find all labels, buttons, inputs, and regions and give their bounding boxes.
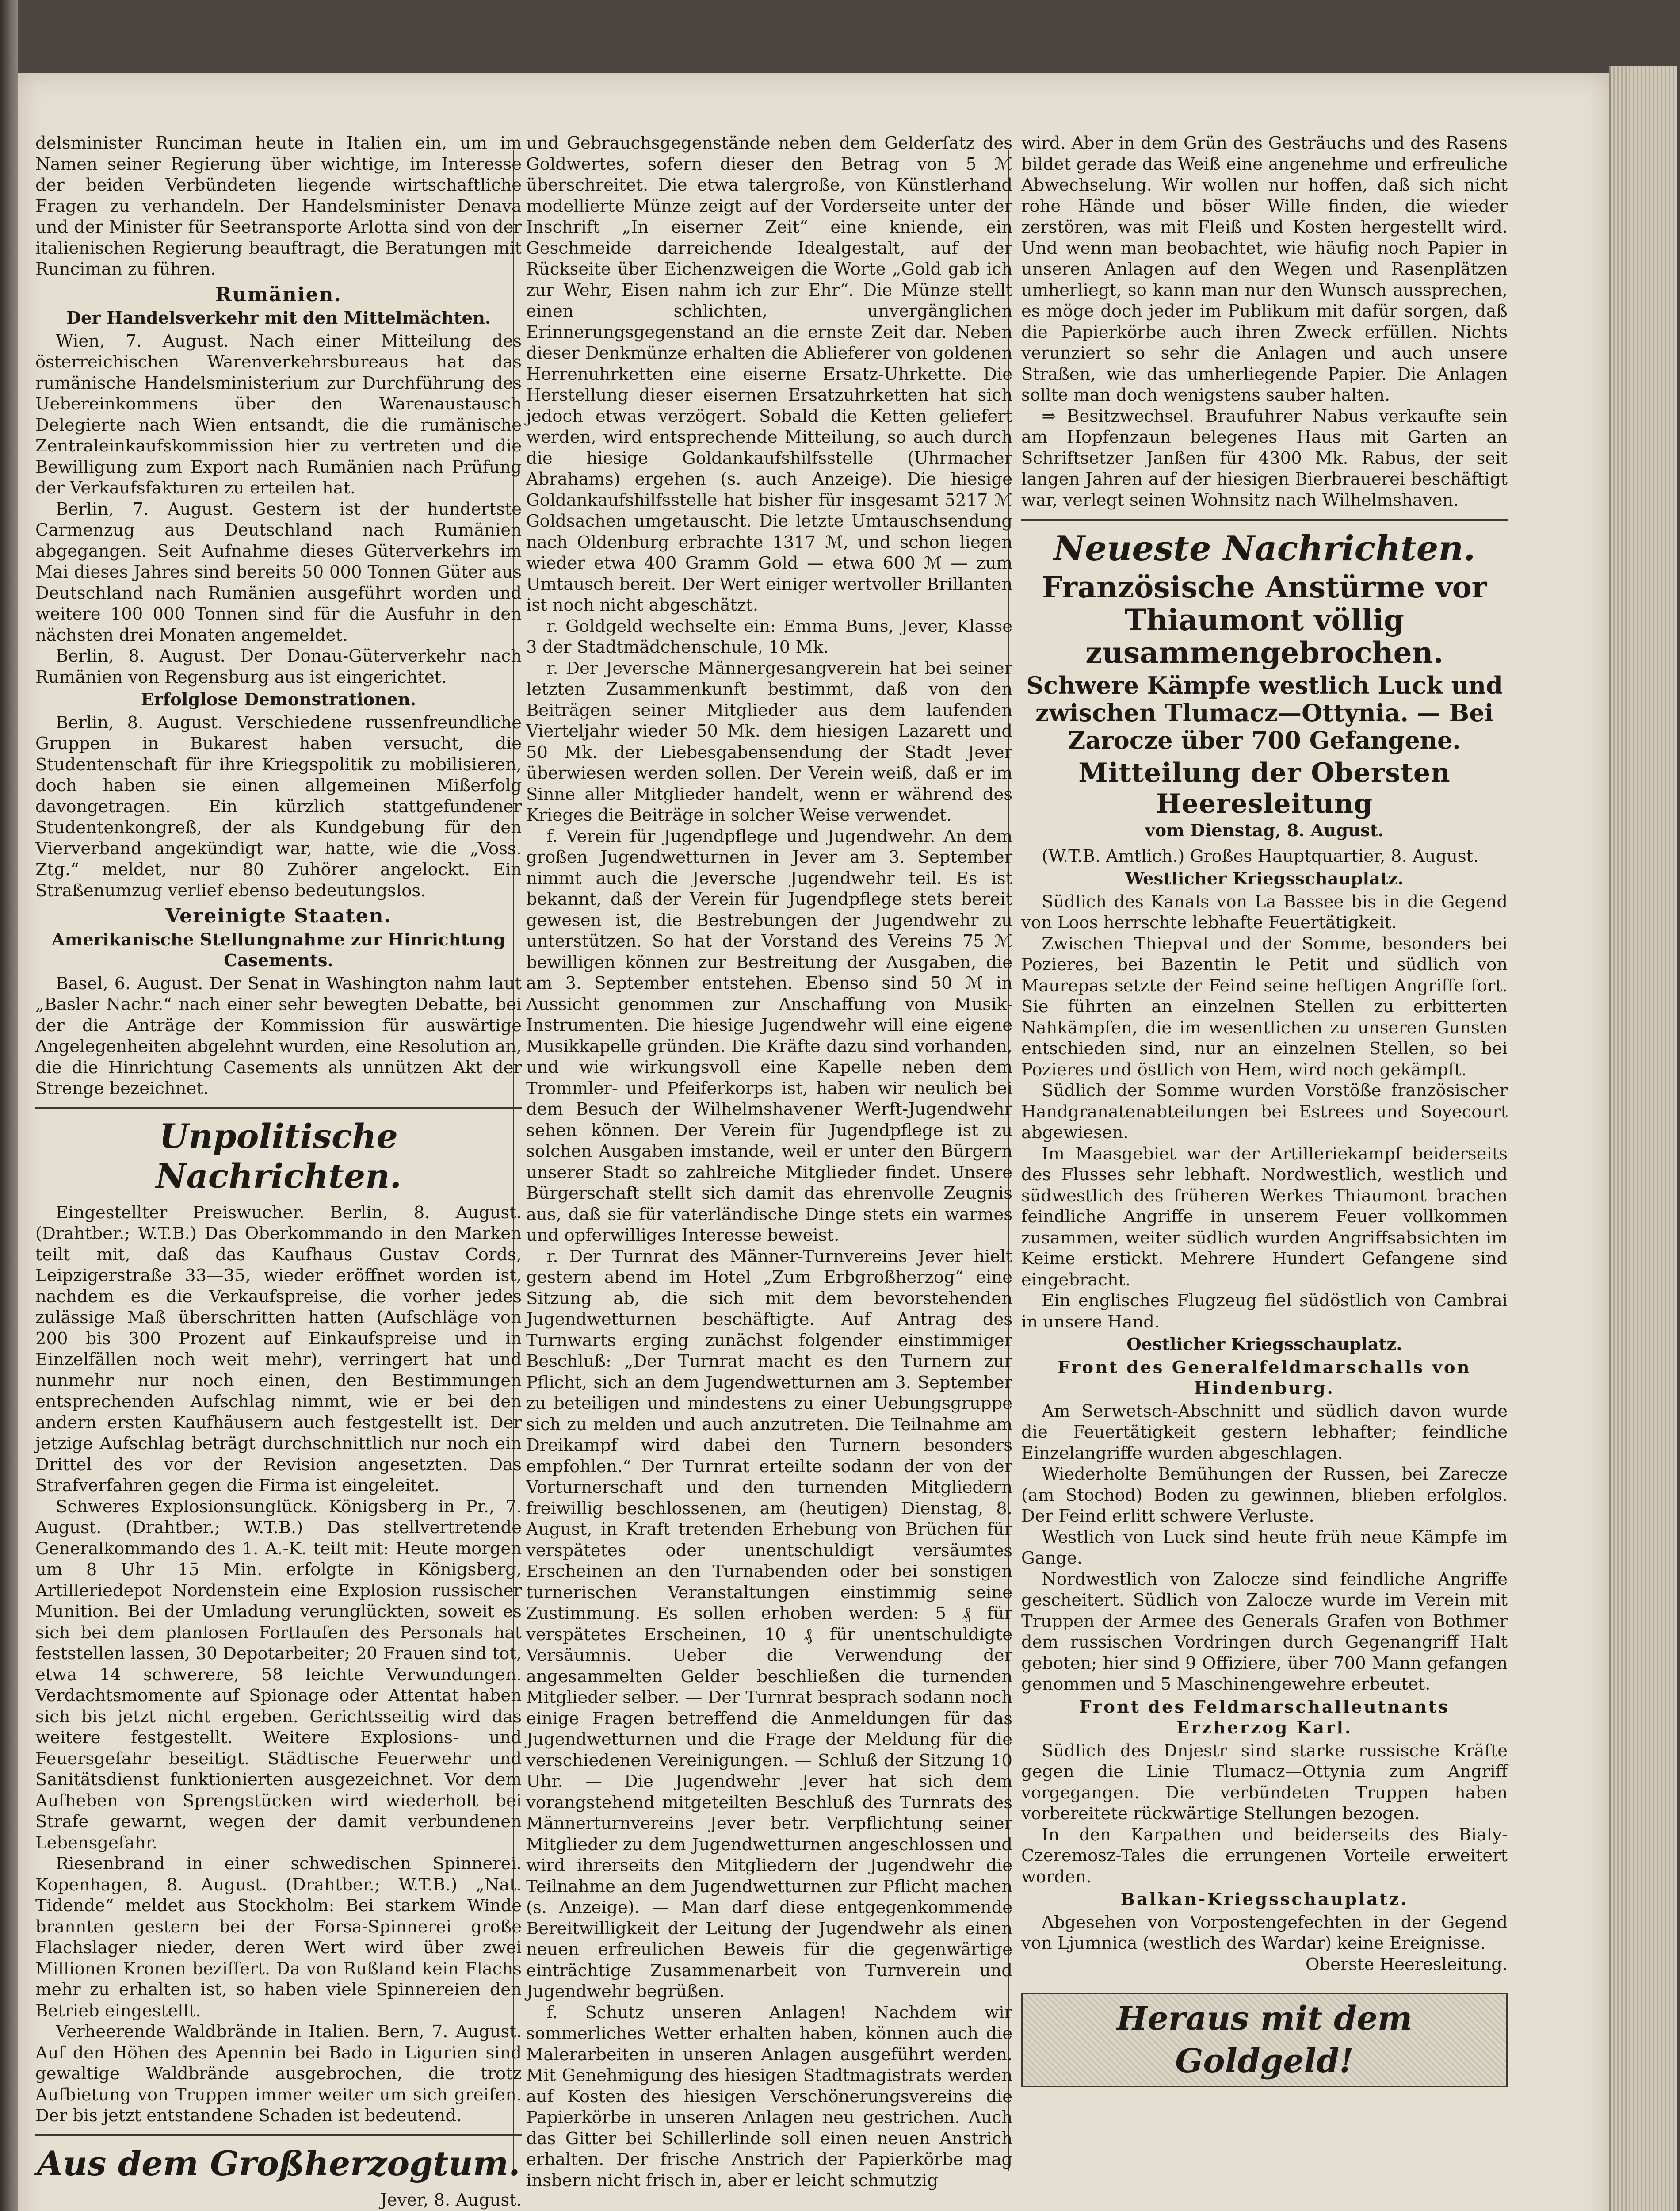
bulletin-title: Mitteilung der Obersten Heeresleitung [1078,757,1451,819]
section-heading: Rumänien. [215,283,342,306]
column-1 [35,133,522,2211]
article-paragraph: Wien, 7. August. Nach einer Mitteilung des österreichischen Warenverkehrsbureaus hat das rumänische Handelsministerium zur Durchführung des Uebereinkommens über den Warenaustausch Delegierte nach Wien entsandt, die die rumänische Zentraleinkaufskommission hier zu vertreten und die Bewilligung zum Export nach Rumänien nach Prüfung der Verkaufsfakturen zu erteilen hat. [35,331,522,498]
headline: Französische Anstürme vor Thiaumont völlig zusammengebrochen. [1042,570,1487,670]
divider [35,2134,522,2136]
article-heading: Westlicher Kriegsschauplatz. [1125,869,1404,889]
article-paragraph: Am Serwetsch-Abschnitt und südlich davon wurde die Feuertätigkeit gestern lebhafter; feindliche Einzelangriffe wurden abgeschlagen. [1021,1401,1508,1463]
article-paragraph: delsminister Runciman heute in Italien ein, um im Namen seiner Regierung über wichtige, im Interesse der beiden Verbündeten liegende wirtschaftliche Fragen zu verhandeln. Der Handelsminister Denava und der Minister für Seetransporte Arlotta sind von der italienischen Regierung beauftragt, die Beratungen mit Runciman zu führen. [35,133,522,279]
gold-appeal-banner: Heraus mit dem Goldgeld! [1021,1993,1508,2087]
article-paragraph: (W.T.B. Amtlich.) Großes Hauptquartier, 8. August. [1042,846,1479,866]
article-paragraph: wird. Aber in dem Grün des Gesträuchs und des Rasens bildet gerade das Weiß eine angenehme und erfreuliche Abwechselung. Wir wollen nur hoffen, daß sich nicht rohe Hände und böser Wille finden, die wieder zerstören, was mit Fleiß und Kosten hergestellt wird. Und wenn man beobachtet, wie häufig noch Papier in unseren Anlagen auf den Wegen und Rasenplätzen umherliegt, so kann man nur den Wunsch aussprechen, es möge doch jeder im Publikum mit dafür sorgen, daß die Papierkörbe auch ihren Zweck erfüllen. Nichts verunziert so sehr die Anlagen und auch unsere Straßen, wie das umherliegende Papier. Die Anlagen sollte man doch wenigstens sauber halten. [1021,133,1508,405]
dateline: vom Dienstag, 8. August. [1145,821,1384,841]
article-heading: Front des Feldmarschalleutnants Erzherzog Karl. [1079,1697,1450,1738]
article-paragraph: Wiederholte Bemühungen der Russen, bei Zarecze (am Stochod) Boden zu gewinnen, blieben erfolglos. Der Feind erlitt schwere Verluste. [1021,1464,1508,1526]
article-heading: Oestlicher Kriegsschauplatz. [1126,1335,1402,1354]
column-2 [526,133,1012,2191]
article-heading: Front des Generalfeldmarschalls von Hindenburg. [1058,1357,1471,1398]
article-paragraph: Eingestellter Preiswucher. Berlin, 8. August. (Drahtber.; W.T.B.) Das Oberkommando in den Marken teilt mit, daß das Kaufhaus Gustav Cords, Leipzigerstraße 33—35, wieder eröffnet worden ist, nachdem es die Verkaufspreise, die vorher jedes zulässige Maß überschritten hatten (Aufschläge von 200 bis 300 Prozent auf Einkaufspreise und in Einzelfällen noch weit mehr), verringert hat und nunmehr nur noch einen, den Bestimmungen entsprechenden Aufschlag nimmt, wie er bei den andern ersten Kaufhäusern auch festgestellt ist. Der jetzige Aufschlag beträgt durchschnittlich nur noch ein Drittel des vor der Revision angesetzten. Das Strafverfahren gegen die Firma ist eingeleitet. [35,1202,522,1496]
article-paragraph: Westlich von Luck sind heute früh neue Kämpfe im Gange. [1021,1527,1508,1568]
article-paragraph: r. Der Jeversche Männergesangverein hat bei seiner letzten Zusammenkunft bestimmt, daß von den Beiträgen seiner Mitglieder aus dem laufenden Vierteljahr wieder 50 Mk. dem hiesigen Lazarett und 50 Mk. der Liebesgabensendung der Stadt Jever überwiesen werden sollen. Der Verein weiß, daß er im Sinne aller Mitglieder handelt, wenn er während des Krieges die Beiträge in solcher Weise verwendet. [526,658,1012,825]
divider [1021,519,1508,521]
article-paragraph: Basel, 6. August. Der Senat in Washington nahm laut „Basler Nachr.“ nach einer sehr bewegten Debatte, bei der die Anträge der Kommission für auswärtige Angelegenheiten abgelehnt wurden, eine Resolution an, die die Hinrichtung Casements als unnützen Akt der Strenge bezeichnet. [35,973,522,1098]
article-paragraph: Südlich des Dnjestr sind starke russische Kräfte gegen die Linie Tlumacz—Ottynia zum Angriff vorgegangen. Die verbündeten Truppen haben vorbereitete rückwärtige Stellungen bezogen. [1021,1740,1508,1824]
article-paragraph: ⇒ Besitzwechsel. Braufuhrer Nabus verkaufte sein am Hopfenzaun belegenes Haus mit Garten an Schriftsetzer Janßen für 4300 Mk. Rabus, der seit langen Jahren auf der hiesigen Bierbrauerei beschäftigt war, verlegt seinen Wohnsitz nach Wilhelmshaven. [1021,406,1508,510]
divider [35,1107,522,1109]
section-title: Neueste Nachrichten. [1053,528,1476,569]
article-paragraph: Im Maasgebiet war der Artilleriekampf beiderseits des Flusses sehr lebhaft. Nordwestlich, westlich und südwestlich des früheren Werkes Thiaumont brachen feindliche Angriffe in unserem Feuer vollkommen zusammen, weiter südlich wurden Angriffsabsichten im Keime erstickt. Mehrere Hundert Gefangene sind eingebracht. [1021,1144,1508,1290]
column-3 [1021,133,1508,2087]
article-paragraph: Berlin, 8. August. Verschiedene russenfreundliche Gruppen in Bukarest haben versucht, die Studentenschaft für ihre Kriegspolitik zu mobilisieren, doch haben sie einen allgemeinen Mißerfolg davongetragen. Ein kürzlich stattgefundener Studentenkongreß, der als Kundgebung für den Vierverband angekündigt war, hatte, wie die „Voss. Ztg.“ meldet, nur 80 Zuhörer angelockt. Ein Straßenumzug verlief ebenso bedeutungslos. [35,712,522,901]
section-title: Unpolitische Nachrichten. [156,1116,401,1196]
section-title: Aus dem Großherzogtum. [37,2143,520,2183]
dateline: Jever, 8. August. [380,2190,522,2210]
article-paragraph: Südlich der Somme wurden Vorstöße französischer Handgranatenabteilungen bei Estrees und Soyecourt abgewiesen. [1021,1081,1508,1143]
article-paragraph: f. Verein für Jugendpflege und Jugendwehr. An dem großen Jugendwetturnen in Jever am 3. September nimmt auch die Jeversche Jugendwehr teil. Es ist bekannt, daß der Verein für Jugendpflege stets bereit gewesen ist, die Bestrebungen der Jugendwehr zu unterstützen. So hat der Vorstand des Vereins 75 ℳ bewilligen können zur Bestreitung der Ausgaben, die am 3. September entstehen. Ebenso sind 50 ℳ in Aussicht genommen zur Anschaffung von Musik-Instrumenten. Die hiesige Jugendwehr will eine eigene Musikkapelle gründen. Die Kräfte dazu sind vorhanden, und wie wirkungsvoll eine Kapelle neben dem Trommler- und Pfeiferkorps ist, haben wir neulich bei dem Besuch der Wilhelmshavener Werft-Jugendwehr sehen können. Der Verein für Jugendpflege ist zu solchen Ausgaben imstande, weil er unter den Bürgern unserer Stadt so zahlreiche Mitglieder findet. Unsere Bürgerschaft stellt sich damit das ehrenvolle Zeugnis aus, daß sie für vaterländische Dinge stets ein warmes und opferwilliges Interesse beweist. [526,826,1012,1245]
article-paragraph: Zwischen Thiepval und der Somme, besonders bei Pozieres, bei Bazentin le Petit und südlich von Maurepas setzte der Feind seine heftigen Angriffe fort. Sie führten an einzelnen Stellen zu erbitterten Nahkämpfen, die im wesentlichen zu unseren Gunsten entschieden sind, nur an einzelnen Stellen, so bei Pozieres und östlich von Hem, wird noch gekämpft. [1021,933,1508,1080]
article-paragraph: Abgesehen von Vorpostengefechten in der Gegend von Ljumnica (westlich des Wardar) keine Ereignisse. [1021,1912,1508,1953]
article-paragraph: r. Goldgeld wechselte ein: Emma Buns, Jever, Klasse 3 der Stadtmädchenschule, 10 Mk. [526,616,1012,657]
article-paragraph: r. Der Turnrat des Männer-Turnvereins Jever hielt gestern abend im Hotel „Zum Erbgroßherzog“ eine Sitzung ab, die sich mit dem bevorstehenden Jugendwetturnen beschäftigte. Auf Antrag des Turnwarts erging zunächst folgender einstimmiger Beschluß: „Der Turnrat macht es den Turnern zur Pflicht, sich an dem Jugendwetturnen am 3. September zu beteiligen und mindestens zu einer Uebungsgruppe sich zu melden und auch anzutreten. Die Teilnahme am Dreikampf wird dabei den Turnern besonders empfohlen.“ Der Turnrat erteilte sodann der von der Vorturnerschaft und den turnenden Mitgliedern freiwillig beschlossenen, am (heutigen) Dienstag, 8. August, in Kraft tretenden Erhebung von Brüchen für verspätetes oder unentschuldigt versäumtes Erscheinen an den Turnabenden oder bei sonstigen turnerischen Veranstaltungen einstimmig seine Zustimmung. Es sollen erhoben werden: 5 ₰ für verspätetes Erscheinen, 10 ₰ für unentschuldigte Versäumnis. Ueber die Verwendung der angesammelten Gelder beschließen die turnenden Mitglieder selber. — Der Turnrat besprach sodann noch einige Fragen betreffend die Anmeldungen für das Jugendwetturnen und die Frage der Meldung für die verschiedenen Vereinigungen. — Schluß der Sitzung 10 Uhr. — Die Jugendwehr Jever hat sich dem vorangstehend mitgeteilten Beschluß des Turnrats des Männerturnvereins Jever betr. Verpflichtung seiner Mitglieder zu dem Jugendwetturnen angeschlossen und wird ihrerseits den Mitgliedern der Jugendwehr die Teilnahme an dem Jugendwetturnen zur Pflicht machen (s. Anzeige). — Man darf diese entgegenkommende Bereitwilligkeit der Leitung der Jugendwehr als einen neuen erfreulichen Beweis für die gegenwärtige einträchtige Zusammenarbeit von Turnverein und Jugendwehr begrüßen. [526,1246,1012,2001]
article-paragraph: f. Schutz unseren Anlagen! Nachdem wir sommerliches Wetter erhalten haben, können auch die Malerarbeiten in unseren Anlagen ausgeführt werden. Mit Genehmigung des hiesigen Stadtmagistrats werden auf Kosten des hiesigen Verschönerungsvereins die Papierkörbe in unseren Anlagen neu gestrichen. Auch das Gitter bei Schillerlinde soll einen neuen Anstrich erhalten. Der frische Anstrich der Papierkörbe mag insbern nicht frisch in, aber er leicht schmutzig [526,2002,1012,2191]
article-paragraph: Riesenbrand in einer schwedischen Spinnerei. Kopenhagen, 8. August. (Drahtber.; W.T.B.) „Nat. Tidende“ meldet aus Stockholm: Bei starkem Winde brannten gestern bei der Forsa-Spinnerei große Flachslager nieder, deren Wert wird über zwei Millionen Kronen beziffert. Da von Rußland kein Flachs mehr zu erhalten ist, so haben viele Spinnereien den Betrieb eingestellt. [35,1854,522,2021]
subheadline: Schwere Kämpfe westlich Luck und zwischen Tlumacz—Ottynia. — Bei Zarocze über 700 Gefangene. [1026,671,1503,754]
article-heading: Amerikanische Stellungnahme zur Hinrichtung Casements. [51,930,506,971]
book-spine [0,0,18,2211]
article-paragraph: Berlin, 8. August. Der Donau-Güterverkehr nach Rumänien von Regensburg aus ist eingerichtet. [35,646,522,687]
article-paragraph: Schweres Explosionsunglück. Königsberg in Pr., 7. August. (Drahtber.; W.T.B.) Das stellvertretende Generalkommando des 1. A.-K. teilt mit: Heute morgen um 8 Uhr 15 Min. erfolgte in Königsberg, Artilleriedepot Nordenstein eine Explosion russischer Munition. Bei der Umladung verunglückten, soweit es sich bei dem planlosen Fortlaufen des Personals hat feststellen lassen, 30 Depotarbeiter; 20 Frauen sind tot, etwa 14 schwerere, 58 leichte Verwundungen. Verdachtsmomente auf Spionage oder Attentat haben sich bis jetzt nicht ergeben. Gerichtsseitig wird das weitere festgestellt. Weitere Explosions- und Feuersgefahr beseitigt. Städtische Feuerwehr und Sanitätsdienst funktionierten ausgezeichnet. Vor dem Aufheben von Sprengstücken wird wiederholt bei Strafe gewarnt, wegen der damit verbundenen Lebensgefahr. [35,1496,522,1853]
article-paragraph: Südlich des Kanals von La Bassee bis in die Gegend von Loos herrschte lebhafte Feuertätigkeit. [1021,891,1508,933]
section-heading: Vereinigte Staaten. [165,905,392,927]
article-paragraph: In den Karpathen und beiderseits des Bialy-Czeremosz-Tales die errungenen Vorteile erweitert worden. [1021,1825,1508,1887]
article-heading: Erfolglose Demonstrationen. [141,690,416,710]
article-paragraph: Nordwestlich von Zalocze sind feindliche Angriffe gescheitert. Südlich von Zalocze wurde im Verein mit Truppen der Armee des Generals Grafen von Bothmer dem russischen Vordringen durch Gegenangriff Halt geboten; hier sind 9 Offiziere, über 700 Mann gefangen genommen und 5 Maschinengewehre erbeutet. [1021,1569,1508,1694]
page-edge-stack [1609,66,1677,2211]
article-paragraph: Verheerende Waldbrände in Italien. Bern, 7. August. Auf den Höhen des Apennin bei Bado in Ligurien sind gewaltige Waldbrände ausgebrochen, die trotz Aufbietung von Truppen immer weiter um sich greifen. Der bis jetzt entstandene Schaden ist bedeutend. [35,2022,522,2126]
signature: Oberste Heeresleitung. [1305,1954,1508,1974]
article-heading: Balkan-Kriegsschauplatz. [1120,1890,1409,1909]
article-paragraph: Ein englisches Flugzeug fiel südöstlich von Cambrai in unsere Hand. [1021,1291,1508,1332]
article-heading: Der Handelsverkehr mit den Mittelmächten. [66,308,491,328]
article-paragraph: Berlin, 7. August. Gestern ist der hundertste Carmenzug aus Deutschland nach Rumänien abgegangen. Seit Aufnahme dieses Güterverkehrs im Mai dieses Jahres sind bereits 50 000 Tonnen Güter aus Deutschland nach Rumänien ausgeführt worden und weitere 100 000 Tonnen sind für die Ausfuhr in den nächsten drei Monaten angemeldet. [35,499,522,645]
article-paragraph: und Gebrauchsgegenstände neben dem Gelderſatz des Goldwertes, sofern dieser den Betrag von 5 ℳ überschreitet. Die etwa talergroße, von Künstlerhand modellierte Münze zeigt auf der Vorderseite unter der Inschrift „In eiserner Zeit“ eine kniende, ein Geschmeide darreichende Idealgestalt, auf der Rückseite über Eichenzweigen die Worte „Gold gab ich zur Wehr, Eisen nahm ich zur Ehr“. Die Münze stellt einen schlichten, unvergänglichen Erinnerungsgegenstand an die ernste Zeit dar. Neben dieser Denkmünze erhalten die Ablieferer von goldenen Herrenuhrketten eine eiserne Ersatz-Uhrkette. Die Herstellung dieser eisernen Ersatzuhrketten hat sich jedoch etwas verzögert. Sobald die Ketten geliefert werden, wird entsprechende Mitteilung, so auch durch die hiesige Goldankaufshilfsstelle (Uhrmacher Abrahams) ergehen (s. auch Anzeige). Die hiesige Goldankaufshilfsstelle hat bisher für insgesamt 5217 ℳ Goldsachen umgetauscht. Die letzte Umtauschsendung nach Oldenburg erbrachte 1317 ℳ, und schon liegen wieder etwa 400 Gramm Gold — etwa 600 ℳ — zum Umtausch bereit. Der Wert einiger wertvoller Brillanten ist noch nicht abgeschätzt. [526,133,1012,615]
